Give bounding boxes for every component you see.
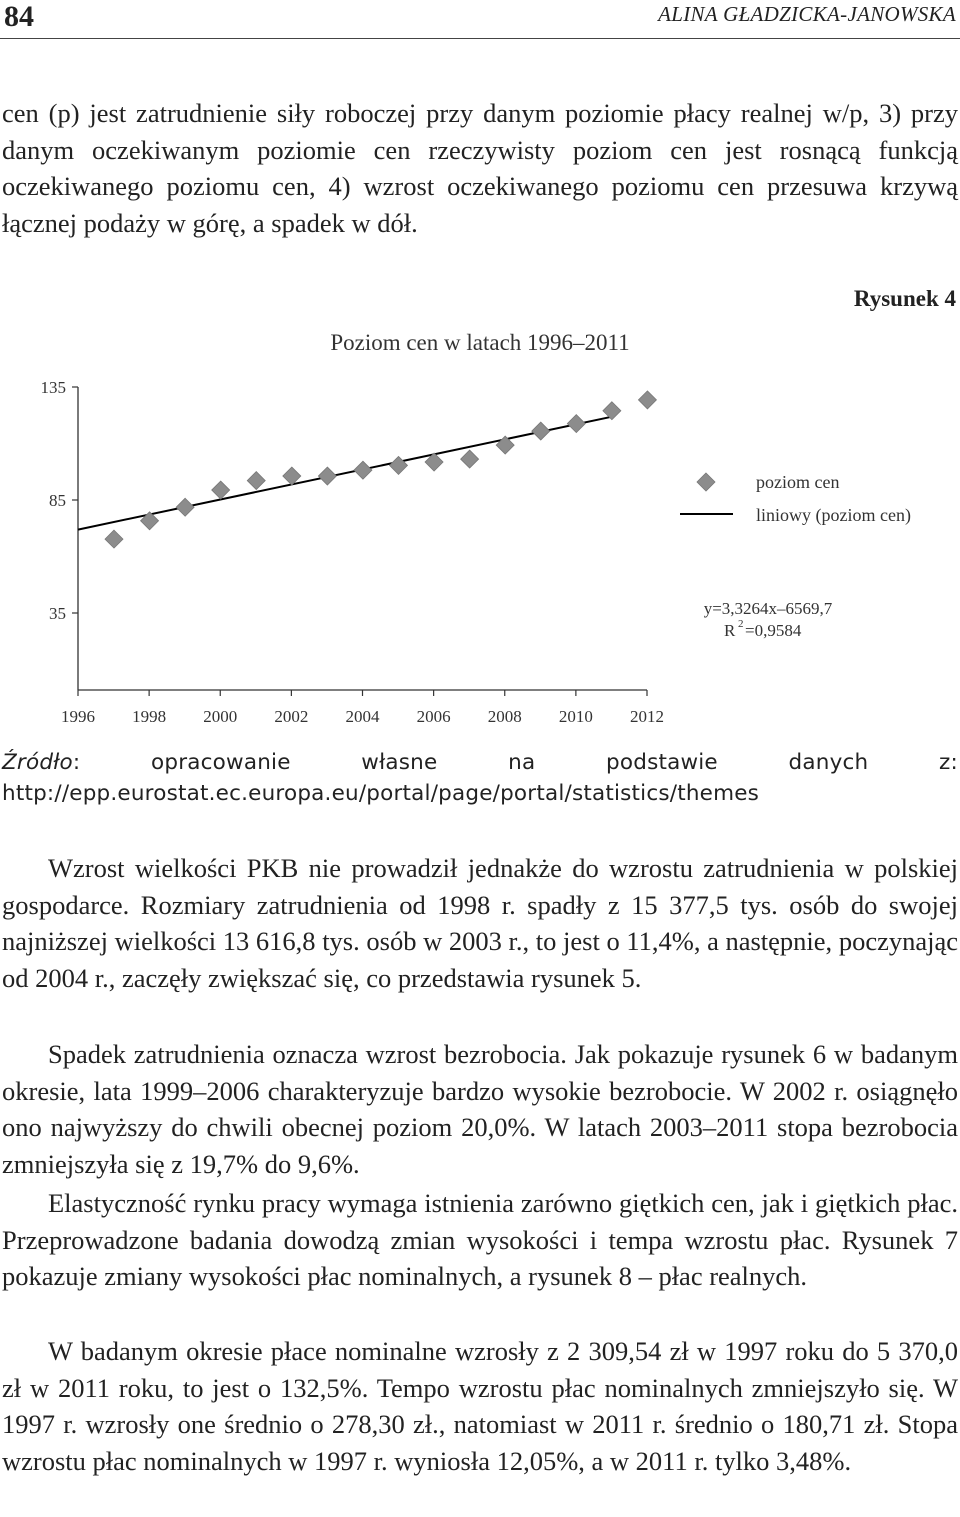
header-rule <box>0 38 960 39</box>
running-head: ALINA GŁADZICKA-JANOWSKA <box>658 2 956 26</box>
x-tick-label: 2002 <box>274 707 309 726</box>
x-tick-label: 2004 <box>345 707 380 726</box>
data-point <box>354 461 372 479</box>
r2-annotation-r: R <box>724 621 736 640</box>
data-point <box>176 498 194 516</box>
y-tick-label: 35 <box>49 604 66 623</box>
data-point <box>105 530 123 548</box>
equation-annotation: y=3,3264x–6569,7 <box>703 599 833 618</box>
legend-marker-diamond <box>697 473 715 491</box>
data-point <box>318 467 336 485</box>
x-tick-label: 1996 <box>61 707 95 726</box>
r2-annotation-exponent: 2 <box>738 618 744 630</box>
chart-title: Poziom cen w latach 1996–2011 <box>330 330 630 355</box>
x-tick-label: 2006 <box>416 707 451 726</box>
data-point <box>212 481 230 499</box>
legend-label-trend: liniowy (poziom cen) <box>756 505 911 525</box>
chart <box>0 320 960 740</box>
x-tick-label: 1998 <box>132 707 167 726</box>
page-number: 84 <box>4 0 34 33</box>
paragraph-3: Spadek zatrudnienia oznacza wzrost bezrobocia. Jak pokazuje rysunek 6 w badanym okresie, lata 1999–2006 charakteryzuje bardzo wysokie bezrobocie. W 2002 r. osiągnęło ono najwyższy do chwili obecnej poziom 20,0%. W latach 2003–2011 stopa bezrobocia zmniejszyła się z 19,7% do 9,6%. <box>2 1039 958 1180</box>
figure-label: Rysunek 4 <box>853 286 956 311</box>
data-point <box>461 450 479 468</box>
paragraph-4: Elastyczność rynku pracy wymaga istnienia zarówno giętkich cen, jak i giętkich płac. Przeprowadzone badania dowodzą zmian wysokości i tempa wzrostu płac. Rysunek 7 pokazuje zmiany wysokości płac nominalnych, a rysunek 8 – płac realnych. <box>2 1188 958 1292</box>
data-point <box>247 472 265 490</box>
data-point <box>532 422 550 440</box>
y-tick-label: 135 <box>40 378 66 397</box>
source-label: Źródło <box>2 750 73 775</box>
paragraph-5: W badanym okresie płace nominalne wzrosły z 2 309,54 zł w 1997 roku do 5 370,0 zł w 2011 roku, to jest o 132,5%. Tempo wzrostu płac nominalnych zmniejszyło się. W 1997 r. wzrosły one średnio o 278,30 zł., natomiast w 2011 r. średnio o 180,71 zł. Stopa wzrostu płac nominalnych w 1997 r. wyniosła 12,05%, a w 2011 r. tylko 3,48%. <box>2 1336 958 1477</box>
figure-source <box>2 747 958 809</box>
trend-line <box>78 417 611 530</box>
x-tick-label: 2000 <box>203 707 238 726</box>
data-point <box>141 512 159 530</box>
r2-annotation-value: =0,9584 <box>745 621 802 640</box>
page-header <box>0 0 960 40</box>
x-tick-label: 2010 <box>558 707 593 726</box>
y-tick-label: 85 <box>49 491 66 510</box>
source-text: : opracowanie własne na podstawie danych z: http://epp.eurostat.ec.europa.eu/portal/page/portal/statistics/themes <box>2 750 958 806</box>
legend-label-series: poziom cen <box>756 472 840 492</box>
paragraph-2: Wzrost wielkości PKB nie prowadził jednakże do wzrostu zatrudnienia w polskiej gospodarce. Rozmiary zatrudnienia od 1998 r. spadły z 15 377,5 tys. osób do swojej najniższej wielkości 13 616,8 tys. osób w 2003 r., to jest o 11,4%, a następnie, poczynając od 2004 r., zaczęły zwiększać się, co przedstawia rysunek 5. <box>2 853 958 994</box>
x-tick-label: 2008 <box>487 707 522 726</box>
chart-svg <box>0 320 960 740</box>
paragraph-1: cen (p) jest zatrudnienie siły roboczej przy danym poziomie płacy realnej w/p, 3) przy danym oczekiwanym poziomie cen rzeczywisty poziom cen jest rosnącą funkcją oczekiwanego poziomu cen, 4) wzrost oczekiwanego poziomu cen przesuwa krzywą łącznej podaży w górę, a spadek w dół. <box>2 98 958 239</box>
data-point <box>603 402 621 420</box>
data-point <box>567 415 585 433</box>
data-point <box>390 456 408 474</box>
data-point <box>638 391 656 409</box>
x-tick-label: 2012 <box>630 707 664 726</box>
